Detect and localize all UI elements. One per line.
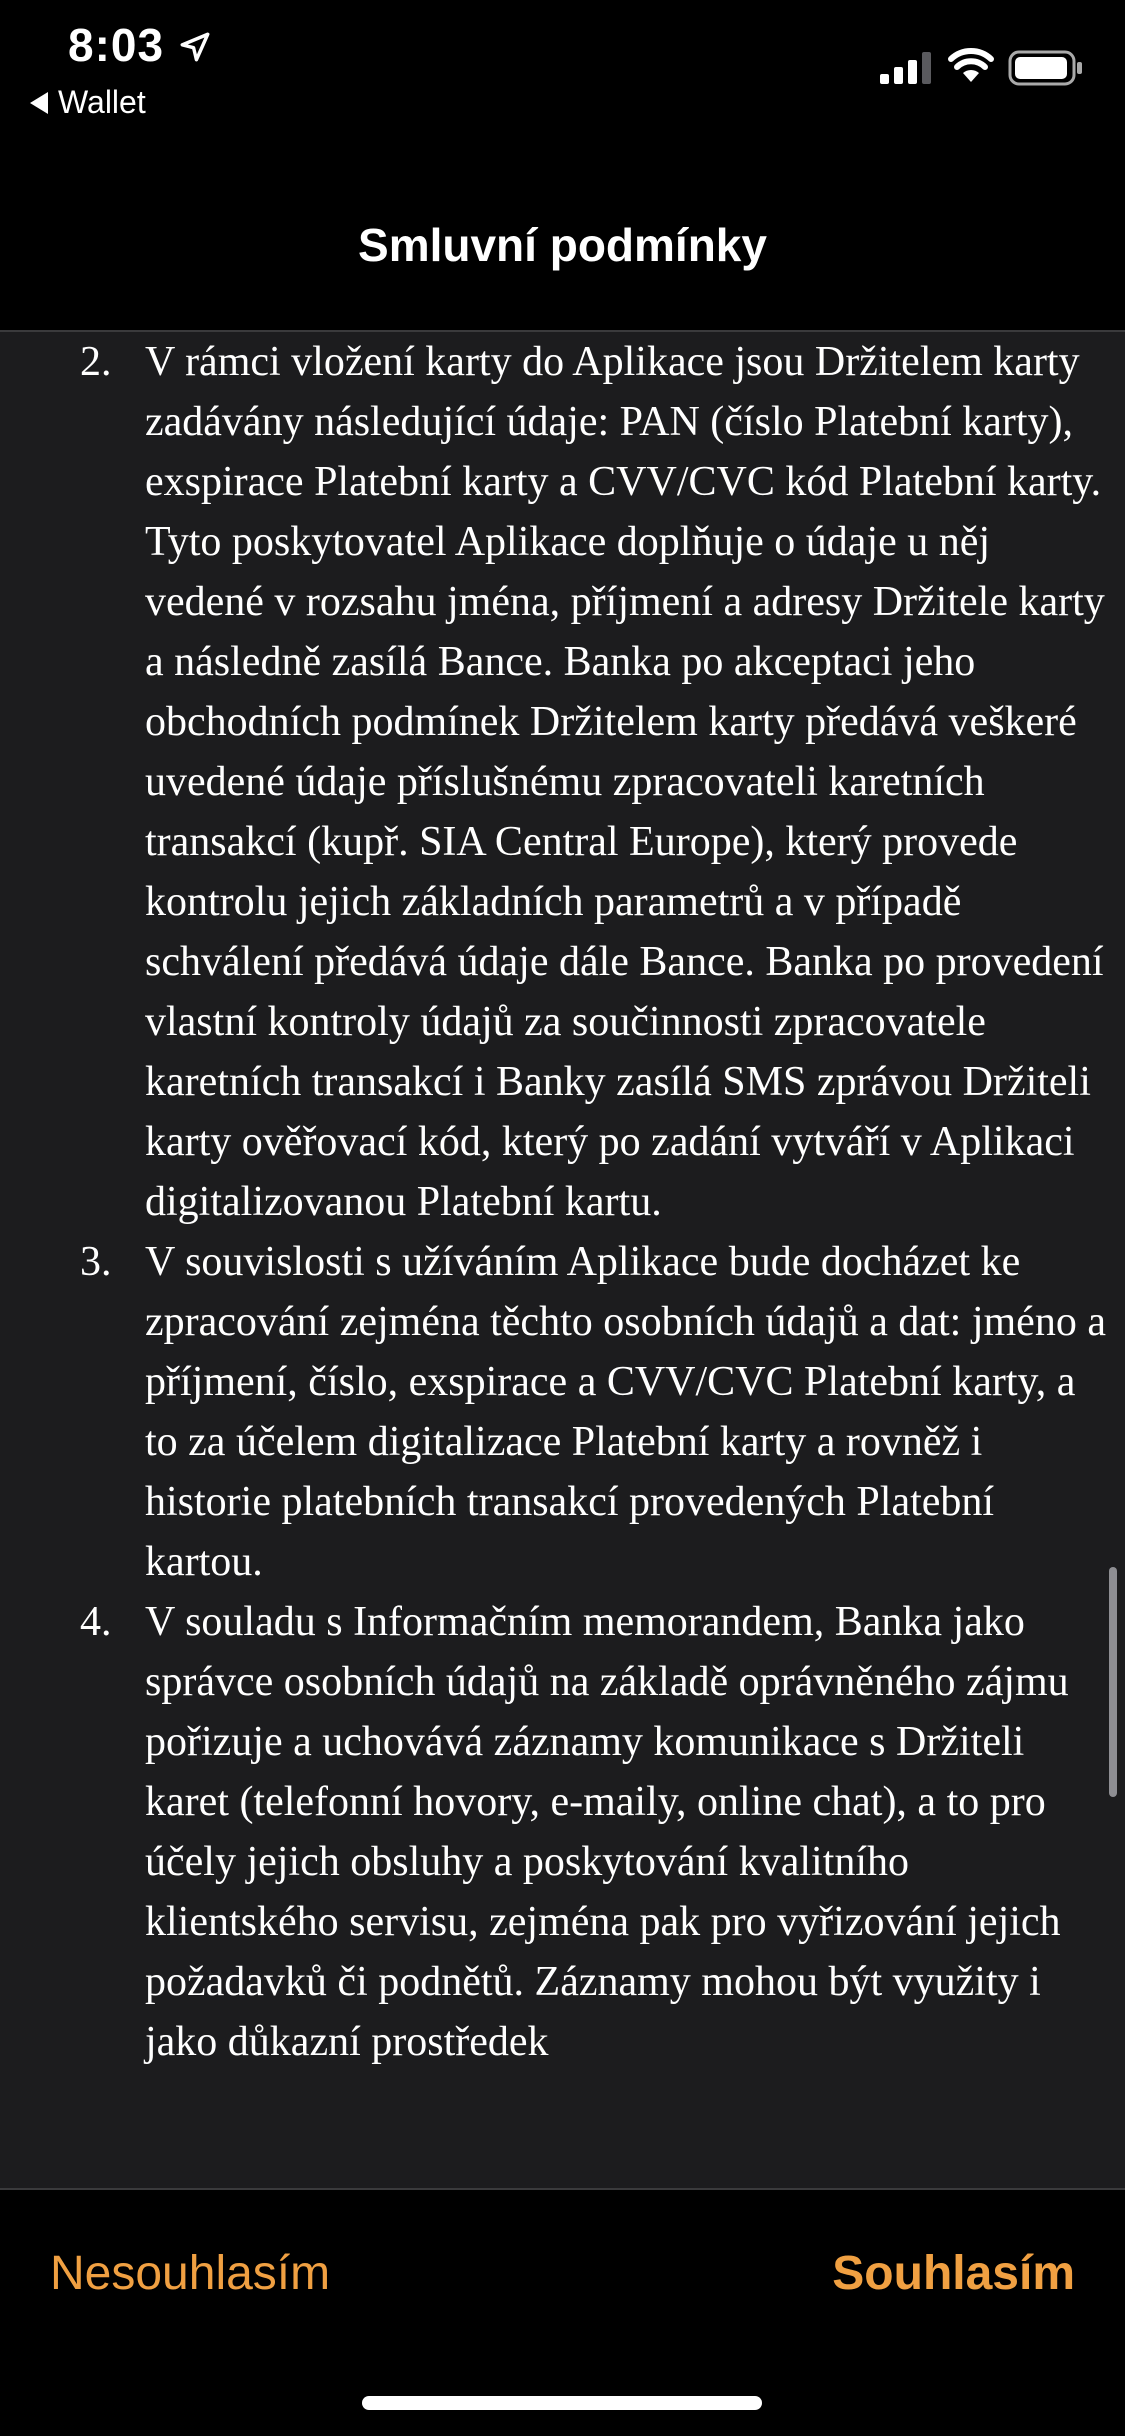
status-time: 8:03 xyxy=(68,19,165,71)
home-indicator[interactable] xyxy=(362,2396,762,2410)
back-app-label: Wallet xyxy=(58,84,146,120)
terms-item xyxy=(0,1592,1125,2072)
terms-list xyxy=(0,332,1125,2072)
terms-item-number: 3. xyxy=(80,1239,112,1285)
battery-icon xyxy=(1008,50,1084,86)
terms-item-number: 4. xyxy=(80,1599,112,1645)
decline-button[interactable]: Nesouhlasím xyxy=(50,2247,331,2300)
back-to-app-button[interactable] xyxy=(30,84,146,121)
terms-item xyxy=(0,332,1125,1232)
scroll-indicator[interactable] xyxy=(1109,1567,1117,1797)
terms-content[interactable] xyxy=(0,332,1125,2188)
cellular-signal-icon xyxy=(880,52,932,84)
wifi-icon xyxy=(948,48,994,84)
terms-item-text: V rámci vložení karty do Aplikace jsou Držitelem karty zadávány následující údaje: PAN (číslo Platební karty), exspirace Platební karty a CVV/CVC kód Platební karty. Tyto poskytovatel Aplikace doplňuje o údaje u něj vedené v rozsahu jména, příjmení a adresy Držitele karty a následně zasílá Bance. Banka po akceptaci jeho obchodních podmínek Držitelem karty předává veškeré uvedené údaje příslušnému zpracovateli karetních transakcí (kupř. SIA Central Europe), který provede kontrolu jejich základních parametrů a v případě schválení předává údaje dále Bance. Banka po provedení vlastní kontroly údajů za součinnosti zpracovatele karetních transakcí i Banky zasílá SMS zprávou Držiteli karty ověřovací kód, který po zadání vytváří v Aplikaci digitalizovanou Platební kartu. xyxy=(145,339,1105,1225)
page-title: Smluvní podmínky xyxy=(358,219,767,271)
accept-button[interactable]: Souhlasím xyxy=(832,2247,1075,2300)
terms-item xyxy=(0,1232,1125,1592)
back-triangle-icon xyxy=(30,92,48,114)
terms-item-text: V souladu s Informačním memorandem, Banka jako správce osobních údajů na základě oprávněného zájmu pořizuje a uchovává záznamy komunikace s Držiteli karet (telefonní hovory, e-maily, online chat), a to pro účely jejich obsluhy a poskytování kvalitního klientského servisu, zejména pak pro vyřizování jejich požadavků či podnětů. Záznamy mohou být využity i jako důkazní prostředek xyxy=(145,1599,1069,2065)
terms-item-text: V souvislosti s užíváním Aplikace bude docházet ke zpracování zejména těchto osobních údajů a dat: jméno a příjmení, číslo, exspirace a CVV/CVC Platební karty, a to za účelem digitalizace Platební karty a rovněž i historie platebních transakcí provedených Platební kartou. xyxy=(145,1239,1106,1585)
status-bar xyxy=(0,0,1125,130)
location-arrow-icon xyxy=(178,30,212,64)
nav-bar xyxy=(0,130,1125,332)
terms-item-number: 2. xyxy=(80,339,112,385)
